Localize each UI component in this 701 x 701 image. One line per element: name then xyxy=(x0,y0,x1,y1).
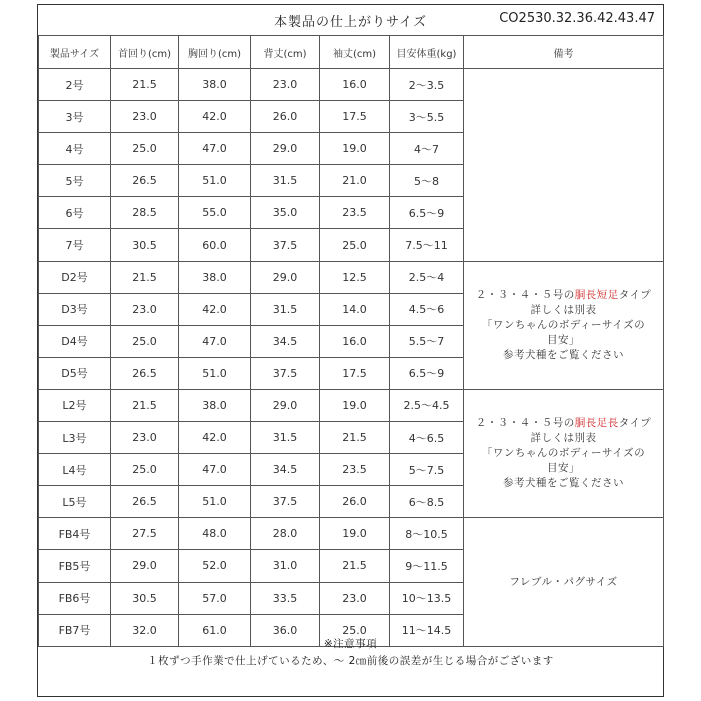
cell-back: 34.5 xyxy=(251,325,320,357)
header-chest: 胸回り(cm) xyxy=(179,36,251,69)
cell-neck: 26.5 xyxy=(111,165,179,197)
cell-chest: 52.0 xyxy=(179,550,251,582)
note-standard xyxy=(464,69,664,262)
cell-chest: 60.0 xyxy=(179,229,251,261)
cell-weight: 3〜5.5 xyxy=(390,101,464,133)
note-line-reference: 「ワンちゃんのボディーサイズの目安」 xyxy=(481,447,646,475)
header-back: 背丈(cm) xyxy=(251,36,320,69)
note-fb-type xyxy=(464,518,664,646)
cell-size: D5号 xyxy=(39,357,111,389)
cell-chest: 47.0 xyxy=(179,133,251,165)
cell-sleeve: 14.0 xyxy=(320,293,390,325)
header-neck: 首回り(cm) xyxy=(111,36,179,69)
cell-sleeve: 17.5 xyxy=(320,101,390,133)
table-row xyxy=(39,389,664,421)
cell-size: 4号 xyxy=(39,133,111,165)
header-weight: 目安体重(kg) xyxy=(390,36,464,69)
cell-size: 3号 xyxy=(39,101,111,133)
cell-back: 37.5 xyxy=(251,229,320,261)
cell-neck: 29.0 xyxy=(111,550,179,582)
cell-back: 37.5 xyxy=(251,486,320,518)
header-size: 製品サイズ xyxy=(39,36,111,69)
note-post: タイプ xyxy=(618,288,652,301)
cell-sleeve: 17.5 xyxy=(320,357,390,389)
cell-size: 2号 xyxy=(39,69,111,101)
cell-chest: 55.0 xyxy=(179,197,251,229)
cell-size: FB6号 xyxy=(39,582,111,614)
cell-size: 5号 xyxy=(39,165,111,197)
cell-sleeve: 23.5 xyxy=(320,454,390,486)
cell-chest: 38.0 xyxy=(179,69,251,101)
note-d-type xyxy=(464,261,664,389)
cell-back: 33.5 xyxy=(251,582,320,614)
cell-sleeve: 23.5 xyxy=(320,197,390,229)
cell-sleeve: 16.0 xyxy=(320,325,390,357)
cell-chest: 47.0 xyxy=(179,454,251,486)
cell-chest: 61.0 xyxy=(179,614,251,646)
cell-chest: 47.0 xyxy=(179,325,251,357)
cell-neck: 21.5 xyxy=(111,261,179,293)
cell-sleeve: 19.0 xyxy=(320,389,390,421)
cell-back: 26.0 xyxy=(251,101,320,133)
note-line-type xyxy=(464,416,663,431)
cell-size: L3号 xyxy=(39,422,111,454)
footer-text: １枚ずつ手作業で仕上げているため、〜 2㎝前後の誤差が生じる場合がございます xyxy=(147,655,554,667)
cell-sleeve: 25.0 xyxy=(320,229,390,261)
cell-neck: 23.0 xyxy=(111,293,179,325)
cell-size: FB7号 xyxy=(39,614,111,646)
note-post: タイプ xyxy=(618,417,652,430)
cell-size: L2号 xyxy=(39,389,111,421)
cell-neck: 26.5 xyxy=(111,357,179,389)
cell-size: L5号 xyxy=(39,486,111,518)
cell-chest: 42.0 xyxy=(179,422,251,454)
cell-chest: 38.0 xyxy=(179,389,251,421)
note-line-detail: 詳しくは別表 xyxy=(530,303,597,316)
table-row xyxy=(39,69,664,101)
cell-neck: 25.0 xyxy=(111,454,179,486)
cell-back: 29.0 xyxy=(251,133,320,165)
cell-weight: 6〜8.5 xyxy=(390,486,464,518)
cell-weight: 6.5〜9 xyxy=(390,197,464,229)
cell-weight: 2.5〜4.5 xyxy=(390,389,464,421)
cell-back: 28.0 xyxy=(251,518,320,550)
cell-neck: 30.5 xyxy=(111,229,179,261)
title-row xyxy=(38,5,663,36)
cell-neck: 23.0 xyxy=(111,422,179,454)
header-notes: 備考 xyxy=(464,36,664,69)
note-highlight: 胴長短足 xyxy=(574,288,619,301)
cell-neck: 26.5 xyxy=(111,486,179,518)
cell-sleeve: 23.0 xyxy=(320,582,390,614)
cell-weight: 5.5〜7 xyxy=(390,325,464,357)
note-highlight: 胴長足長 xyxy=(574,417,619,430)
cell-neck: 21.5 xyxy=(111,389,179,421)
cell-size: FB4号 xyxy=(39,518,111,550)
cell-back: 31.5 xyxy=(251,165,320,197)
cell-weight: 4〜6.5 xyxy=(390,422,464,454)
cell-weight: 6.5〜9 xyxy=(390,357,464,389)
cell-size: D4号 xyxy=(39,325,111,357)
cell-back: 29.0 xyxy=(251,389,320,421)
cell-back: 31.5 xyxy=(251,422,320,454)
cell-chest: 38.0 xyxy=(179,261,251,293)
cell-sleeve: 12.5 xyxy=(320,261,390,293)
cell-size: FB5号 xyxy=(39,550,111,582)
header-sleeve: 袖丈(cm) xyxy=(320,36,390,69)
note-l-type xyxy=(464,389,664,517)
note-fb-label: フレブル・パグサイズ xyxy=(509,575,618,588)
cell-neck: 23.0 xyxy=(111,101,179,133)
cell-sleeve: 25.0 xyxy=(320,614,390,646)
note-pre: ２・３・４・５号の xyxy=(475,417,575,430)
cell-back: 36.0 xyxy=(251,614,320,646)
cell-sleeve: 21.0 xyxy=(320,165,390,197)
cell-sleeve: 19.0 xyxy=(320,133,390,165)
cell-weight: 8〜10.5 xyxy=(390,518,464,550)
cell-back: 35.0 xyxy=(251,197,320,229)
cell-weight: 4.5〜6 xyxy=(390,293,464,325)
note-line-detail: 詳しくは別表 xyxy=(530,432,597,445)
cell-back: 31.5 xyxy=(251,293,320,325)
cell-sleeve: 16.0 xyxy=(320,69,390,101)
table-row xyxy=(39,518,664,550)
note-line-reference: 「ワンちゃんのボディーサイズの目安」 xyxy=(481,318,646,346)
size-chart-frame xyxy=(37,4,664,697)
cell-size: 7号 xyxy=(39,229,111,261)
cell-sleeve: 26.0 xyxy=(320,486,390,518)
cell-weight: 4〜7 xyxy=(390,133,464,165)
cell-neck: 32.0 xyxy=(111,614,179,646)
cell-weight: 5〜8 xyxy=(390,165,464,197)
cell-chest: 48.0 xyxy=(179,518,251,550)
cell-chest: 51.0 xyxy=(179,165,251,197)
footer-heading: ※注意事項 xyxy=(323,638,378,650)
chart-title: 本製品の仕上がりサイズ xyxy=(274,15,427,30)
cell-sleeve: 21.5 xyxy=(320,550,390,582)
cell-back: 31.0 xyxy=(251,550,320,582)
table-header-row xyxy=(39,36,664,69)
cell-weight: 2〜3.5 xyxy=(390,69,464,101)
cell-size: L4号 xyxy=(39,454,111,486)
table-row xyxy=(39,261,664,293)
cell-neck: 25.0 xyxy=(111,325,179,357)
cell-neck: 27.5 xyxy=(111,518,179,550)
cell-size: 6号 xyxy=(39,197,111,229)
cell-back: 23.0 xyxy=(251,69,320,101)
cell-sleeve: 21.5 xyxy=(320,422,390,454)
cell-weight: 5〜7.5 xyxy=(390,454,464,486)
cell-neck: 28.5 xyxy=(111,197,179,229)
cell-size: D2号 xyxy=(39,261,111,293)
cell-size: D3号 xyxy=(39,293,111,325)
cell-sleeve: 19.0 xyxy=(320,518,390,550)
size-table xyxy=(38,35,664,647)
cell-weight: 10〜13.5 xyxy=(390,582,464,614)
cell-neck: 25.0 xyxy=(111,133,179,165)
cell-back: 37.5 xyxy=(251,357,320,389)
note-line-type xyxy=(464,288,663,303)
product-code: CO2530.32.36.42.43.47 xyxy=(499,11,655,26)
cell-weight: 7.5〜11 xyxy=(390,229,464,261)
cell-chest: 42.0 xyxy=(179,101,251,133)
cell-weight: 2.5〜4 xyxy=(390,261,464,293)
note-pre: ２・３・４・５号の xyxy=(475,288,575,301)
cell-weight: 9〜11.5 xyxy=(390,550,464,582)
cell-chest: 51.0 xyxy=(179,357,251,389)
cell-back: 29.0 xyxy=(251,261,320,293)
cell-chest: 51.0 xyxy=(179,486,251,518)
note-line-breeds: 参考犬種をご覧ください xyxy=(503,348,624,361)
cell-chest: 57.0 xyxy=(179,582,251,614)
cell-back: 34.5 xyxy=(251,454,320,486)
cell-chest: 42.0 xyxy=(179,293,251,325)
cell-weight: 11〜14.5 xyxy=(390,614,464,646)
cell-neck: 30.5 xyxy=(111,582,179,614)
note-line-breeds: 参考犬種をご覧ください xyxy=(503,477,624,490)
cell-neck: 21.5 xyxy=(111,69,179,101)
footer-notice xyxy=(38,636,663,670)
